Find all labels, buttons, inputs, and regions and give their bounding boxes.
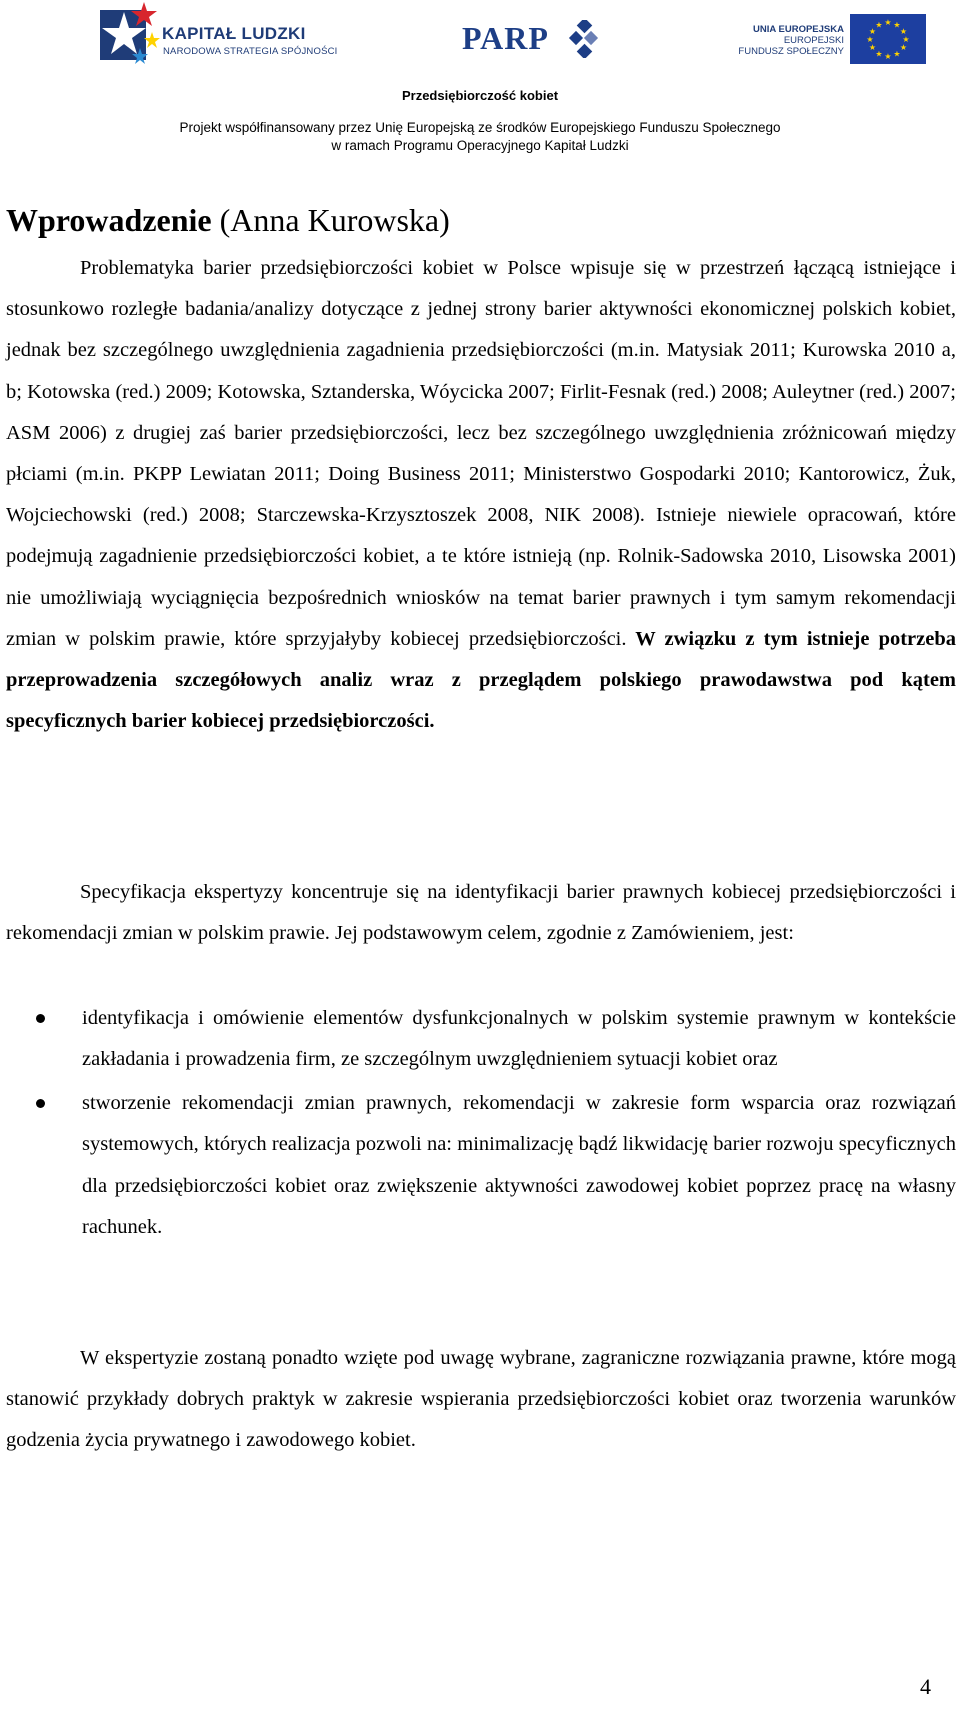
bullet-list (6, 998, 956, 1248)
section-heading-author: (Anna Kurowska) (211, 202, 450, 238)
svg-text:★: ★ (884, 52, 892, 61)
parp-diamond-icon (566, 20, 604, 58)
header-subtitle-line-2: w ramach Programu Operacyjnego Kapitał Ludzki (331, 138, 629, 153)
svg-text:★: ★ (899, 27, 908, 36)
paragraph-1-text: Problematyka barier przedsiębiorczości kobiet w Polsce wpisuje się w przestrzeń łączącą istniejące i stosunkowo rozległe badania/analizy dotyczące z jednej strony barier aktywności ekonomicznej polskich kobiet, jednak bez szczególnego uwzględnienia zagadnienia przedsiębiorczości (m.in. Matysiak 2011; Kurowska 2010 a, b; Kotowska (red.) 2009; Kotowska, Sztanderska, Wóycicka 2007; Firlit-Fesnak (red.) 2008; Auleytner (red.) 2007; ASM 2006) z drugiej zaś barier przedsiębiorczości, lecz bez szczególnego uwzględnienia zróżnicowań między płciami (m.in. PKPP Lewiatan 2011; Doing Business 2011; Ministerstwo Gospodarki 2010; Kantorowicz, Żuk, Wojciechowski (red.) 2008; Starczewska-Krzysztoszek 2008, NIK 2008). Istnieje niewiele opracowań, które podejmują zagadnienie przedsiębiorczości kobiet, a te które istnieją (np. Rolnik-Sadowska 2010, Lisowska 2001) nie umożliwiają wyciągnięcia bezpośrednich wniosków na temat barier prawnych i tym samym rekomendacji zmian w polskim prawie, które sprzyjałyby kobiecej przedsiębiorczości. (6, 257, 956, 650)
eu-flag-icon (850, 14, 926, 64)
kapital-ludzki-logo (100, 2, 340, 68)
parp-logo (462, 14, 602, 64)
paragraph-2: Specyfikacja ekspertyzy koncentruje się na identyfikacji barier prawnych kobiecej przedsiębiorczości i rekomendacji zmian w polskim prawie. Jej podstawowym celem, zgodnie z Zamówieniem, jest: (6, 881, 956, 945)
eu-logo-text (738, 24, 844, 57)
svg-text:★: ★ (899, 43, 908, 52)
bullet-dot-icon (36, 1099, 45, 1108)
kapital-ludzki-subtitle: NARODOWA STRATEGIA SPÓJNOŚCI (163, 46, 338, 57)
svg-text:★: ★ (868, 43, 877, 52)
svg-text:★: ★ (875, 20, 883, 30)
header-subtitle-line-1: Projekt współfinansowany przez Unię Europejską ze środków Europejskiego Funduszu Społecznego (179, 120, 781, 135)
eu-line-2: EUROPEJSKI (783, 35, 844, 46)
paragraph-1-bold: W związku z tym istnieje potrzeba przeprowadzenia szczegółowych analiz wraz z przeglądem polskiego prawodawstwa pod kątem specyficznych barier kobiecej przedsiębiorczości. (6, 627, 956, 733)
svg-text:★: ★ (884, 18, 892, 27)
bullet-item-1-text: identyfikacja i omówienie elementów dysfunkcjonalnych w polskim systemie prawnym w kontekście zakładania i prowadzenia firm, ze szczególnym uwzględnieniem sytuacji kobiet oraz (82, 1007, 956, 1071)
eu-line-1: UNIA EUROPEJSKA (753, 24, 844, 35)
paragraph-1 (6, 248, 956, 742)
section-heading (6, 200, 450, 240)
eu-logo (738, 14, 928, 64)
svg-text:★: ★ (893, 20, 901, 30)
kapital-ludzki-title: KAPITAŁ LUDZKI (162, 24, 306, 43)
svg-text:★: ★ (866, 35, 874, 44)
bullet-item-1 (6, 998, 956, 1081)
bullet-item-2 (6, 1083, 956, 1249)
parp-wordmark: PARP (462, 20, 549, 56)
header-subtitle (0, 119, 960, 155)
svg-text:★: ★ (868, 27, 877, 36)
svg-text:★: ★ (893, 49, 901, 59)
bullet-item-2-text: stworzenie rekomendacji zmian prawnych, rekomendacji w zakresie form wsparcia oraz rozwiązań systemowych, których realizacja pozwoli na: minimalizację bądź likwidację barier rozwoju specyficznych dla przedsiębiorczości kobiet oraz zwiększenie aktywności zawodowej kobiet poprzez pracę na własny rachunek. (82, 1091, 956, 1239)
eu-line-3: FUNDUSZ SPOŁECZNY (738, 46, 844, 57)
section-heading-main: Wprowadzenie (6, 202, 212, 238)
page-number: 4 (920, 1674, 931, 1699)
svg-text:★: ★ (902, 35, 910, 44)
kapital-ludzki-star-icon (100, 2, 164, 68)
bullet-dot-icon (36, 1014, 45, 1023)
paragraph-3: W ekspertyzie zostaną ponadto wzięte pod uwagę wybrane, zagraniczne rozwiązania prawne, które mogą stanowić przykłady dobrych praktyk w zakresie wspierania przedsiębiorczości kobiet oraz tworzenia warunków godzenia życia prywatnego i zawodowego kobiet. (6, 1347, 956, 1452)
svg-text:★: ★ (875, 49, 883, 59)
header-title: Przedsiębiorczość kobiet (401, 88, 559, 103)
